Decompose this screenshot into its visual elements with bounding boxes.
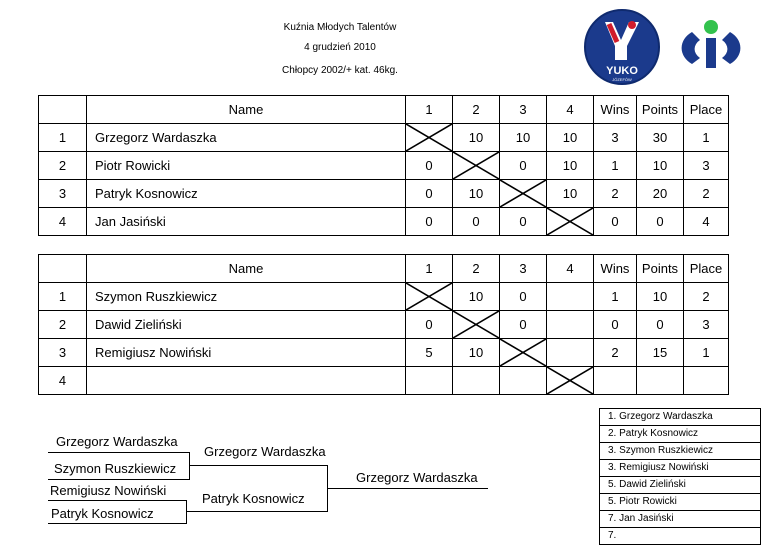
bout-score-4: 10 xyxy=(547,180,594,208)
bout-score-2: 10 xyxy=(453,283,500,311)
cross-mark-icon xyxy=(406,124,452,151)
competitor-name: Dawid Zieliński xyxy=(87,311,406,339)
place-cell: 3 xyxy=(684,311,729,339)
bout-score-2: 10 xyxy=(453,339,500,367)
col-header-2: 2 xyxy=(453,255,500,283)
cross-mark-icon xyxy=(406,283,452,310)
col-header-place: Place xyxy=(684,255,729,283)
yuko-logo xyxy=(583,8,661,86)
ranking-item: 7. xyxy=(608,530,617,541)
ranking-item: 5. Piotr Rowicki xyxy=(600,494,760,511)
cross-mark-icon xyxy=(500,339,546,366)
points-cell xyxy=(637,367,684,395)
col-header-points: Points xyxy=(637,255,684,283)
cross-mark-icon xyxy=(453,152,499,179)
bracket-line xyxy=(189,452,190,480)
competitor-name xyxy=(87,367,406,395)
yuko-logo-text: YUKO xyxy=(606,65,638,77)
bout-score-2 xyxy=(453,311,500,339)
bout-score-3: 0 xyxy=(500,152,547,180)
event-category: Chłopcy 2002/+ kat. 46kg. xyxy=(282,65,398,76)
bout-score-4 xyxy=(547,208,594,236)
points-cell: 20 xyxy=(637,180,684,208)
bracket-sf2-b: Patryk Kosnowicz xyxy=(51,506,154,521)
bout-score-1: 0 xyxy=(406,180,453,208)
bout-score-2: 0 xyxy=(453,208,500,236)
col-header-points: Points xyxy=(637,96,684,124)
table-row xyxy=(39,124,729,152)
bout-score-3: 0 xyxy=(500,208,547,236)
col-header-name: Name xyxy=(87,255,406,283)
table-row xyxy=(39,367,729,395)
bout-score-3 xyxy=(500,180,547,208)
bout-score-2: 10 xyxy=(453,124,500,152)
group1-header-row xyxy=(39,96,729,124)
bout-score-3: 10 xyxy=(500,124,547,152)
points-cell: 15 xyxy=(637,339,684,367)
wins-cell: 2 xyxy=(594,180,637,208)
wins-cell: 0 xyxy=(594,208,637,236)
col-header-wins: Wins xyxy=(594,255,637,283)
wins-cell: 2 xyxy=(594,339,637,367)
row-number: 2 xyxy=(39,311,87,339)
bout-score-3: 0 xyxy=(500,311,547,339)
bout-score-1 xyxy=(406,367,453,395)
points-cell: 0 xyxy=(637,311,684,339)
ranking-item: 1. Grzegorz Wardaszka xyxy=(600,409,760,426)
points-cell: 0 xyxy=(637,208,684,236)
competitor-name: Jan Jasiński xyxy=(87,208,406,236)
bout-score-4: 10 xyxy=(547,124,594,152)
bracket-line xyxy=(186,500,187,524)
info-logo-icon xyxy=(678,18,744,70)
group2-body xyxy=(39,283,729,395)
bracket-line xyxy=(328,488,488,489)
col-header-1: 1 xyxy=(406,96,453,124)
bout-score-4 xyxy=(547,367,594,395)
competitor-name: Grzegorz Wardaszka xyxy=(87,124,406,152)
competitor-name: Piotr Rowicki xyxy=(87,152,406,180)
event-title: Kuźnia Młodych Talentów xyxy=(283,22,397,33)
bracket-line xyxy=(190,465,328,466)
col-header-2: 2 xyxy=(453,96,500,124)
bracket-line xyxy=(48,523,186,524)
place-cell: 2 xyxy=(684,180,729,208)
bout-score-2 xyxy=(453,367,500,395)
col-header-3: 3 xyxy=(500,96,547,124)
bout-score-1 xyxy=(406,283,453,311)
wins-cell: 1 xyxy=(594,283,637,311)
bracket-line xyxy=(48,479,190,480)
place-cell: 4 xyxy=(684,208,729,236)
place-cell: 1 xyxy=(684,124,729,152)
points-cell: 30 xyxy=(637,124,684,152)
bout-score-1: 0 xyxy=(406,208,453,236)
yuko-logo-subtext: JÓZEFÓW xyxy=(612,77,632,82)
bout-score-3: 0 xyxy=(500,283,547,311)
bracket-sf1-a: Grzegorz Wardaszka xyxy=(56,434,178,449)
bracket-final-a: Grzegorz Wardaszka xyxy=(204,444,326,459)
table-row xyxy=(39,339,729,367)
bout-score-3 xyxy=(500,367,547,395)
cross-mark-icon xyxy=(547,208,593,235)
bracket-line xyxy=(187,511,328,512)
row-number: 1 xyxy=(39,283,87,311)
points-cell: 10 xyxy=(637,152,684,180)
bout-score-4 xyxy=(547,339,594,367)
bout-score-2: 10 xyxy=(453,180,500,208)
wins-cell: 1 xyxy=(594,152,637,180)
ranking-item: 7. Jan Jasiński xyxy=(600,511,760,528)
competitor-name: Remigiusz Nowiński xyxy=(87,339,406,367)
table-row xyxy=(39,208,729,236)
row-number: 1 xyxy=(39,124,87,152)
row-number: 3 xyxy=(39,180,87,208)
bout-score-4: 10 xyxy=(547,152,594,180)
bracket-line xyxy=(48,452,190,453)
ranking-item: 5. Dawid Zieliński xyxy=(600,477,760,494)
cross-mark-icon xyxy=(547,367,593,394)
final-ranking xyxy=(599,408,761,545)
row-number: 2 xyxy=(39,152,87,180)
bout-score-4 xyxy=(547,311,594,339)
bracket-final-b: Patryk Kosnowicz xyxy=(202,491,305,506)
bout-score-1: 5 xyxy=(406,339,453,367)
row-number: 4 xyxy=(39,367,87,395)
col-header-wins: Wins xyxy=(594,96,637,124)
cross-mark-icon xyxy=(453,311,499,338)
row-number: 3 xyxy=(39,339,87,367)
row-number: 4 xyxy=(39,208,87,236)
place-cell: 1 xyxy=(684,339,729,367)
table-row xyxy=(39,180,729,208)
bout-score-2 xyxy=(453,152,500,180)
bout-score-1 xyxy=(406,124,453,152)
table-row xyxy=(39,311,729,339)
bracket-line xyxy=(48,500,186,501)
place-cell xyxy=(684,367,729,395)
col-header-number xyxy=(39,96,87,124)
table-row xyxy=(39,283,729,311)
col-header-number xyxy=(39,255,87,283)
wins-cell: 3 xyxy=(594,124,637,152)
bracket-sf1-b: Szymon Ruszkiewicz xyxy=(54,461,177,476)
ranking-item: 2. Patryk Kosnowicz xyxy=(600,426,760,443)
wins-cell: 0 xyxy=(594,311,637,339)
ranking-item: 3. Szymon Ruszkiewicz xyxy=(600,443,760,460)
competitor-name: Szymon Ruszkiewicz xyxy=(87,283,406,311)
bout-score-4 xyxy=(547,283,594,311)
bout-score-1: 0 xyxy=(406,152,453,180)
place-cell: 3 xyxy=(684,152,729,180)
group1-body xyxy=(39,124,729,236)
bout-score-1: 0 xyxy=(406,311,453,339)
col-header-1: 1 xyxy=(406,255,453,283)
wins-cell xyxy=(594,367,637,395)
place-cell: 2 xyxy=(684,283,729,311)
points-cell: 10 xyxy=(637,283,684,311)
col-header-4: 4 xyxy=(547,255,594,283)
col-header-3: 3 xyxy=(500,255,547,283)
col-header-4: 4 xyxy=(547,96,594,124)
bracket-winner: Grzegorz Wardaszka xyxy=(356,470,478,485)
bracket-sf2-a: Remigiusz Nowiński xyxy=(50,483,167,498)
group1-table xyxy=(38,95,729,236)
group2-header-row xyxy=(39,255,729,283)
col-header-place: Place xyxy=(684,96,729,124)
col-header-name: Name xyxy=(87,96,406,124)
competitor-name: Patryk Kosnowicz xyxy=(87,180,406,208)
cross-mark-icon xyxy=(500,180,546,207)
table-row xyxy=(39,152,729,180)
ranking-item: 3. Remigiusz Nowiński xyxy=(600,460,760,477)
bout-score-3 xyxy=(500,339,547,367)
event-date: 4 grudzień 2010 xyxy=(304,42,376,53)
group2-table xyxy=(38,254,729,395)
